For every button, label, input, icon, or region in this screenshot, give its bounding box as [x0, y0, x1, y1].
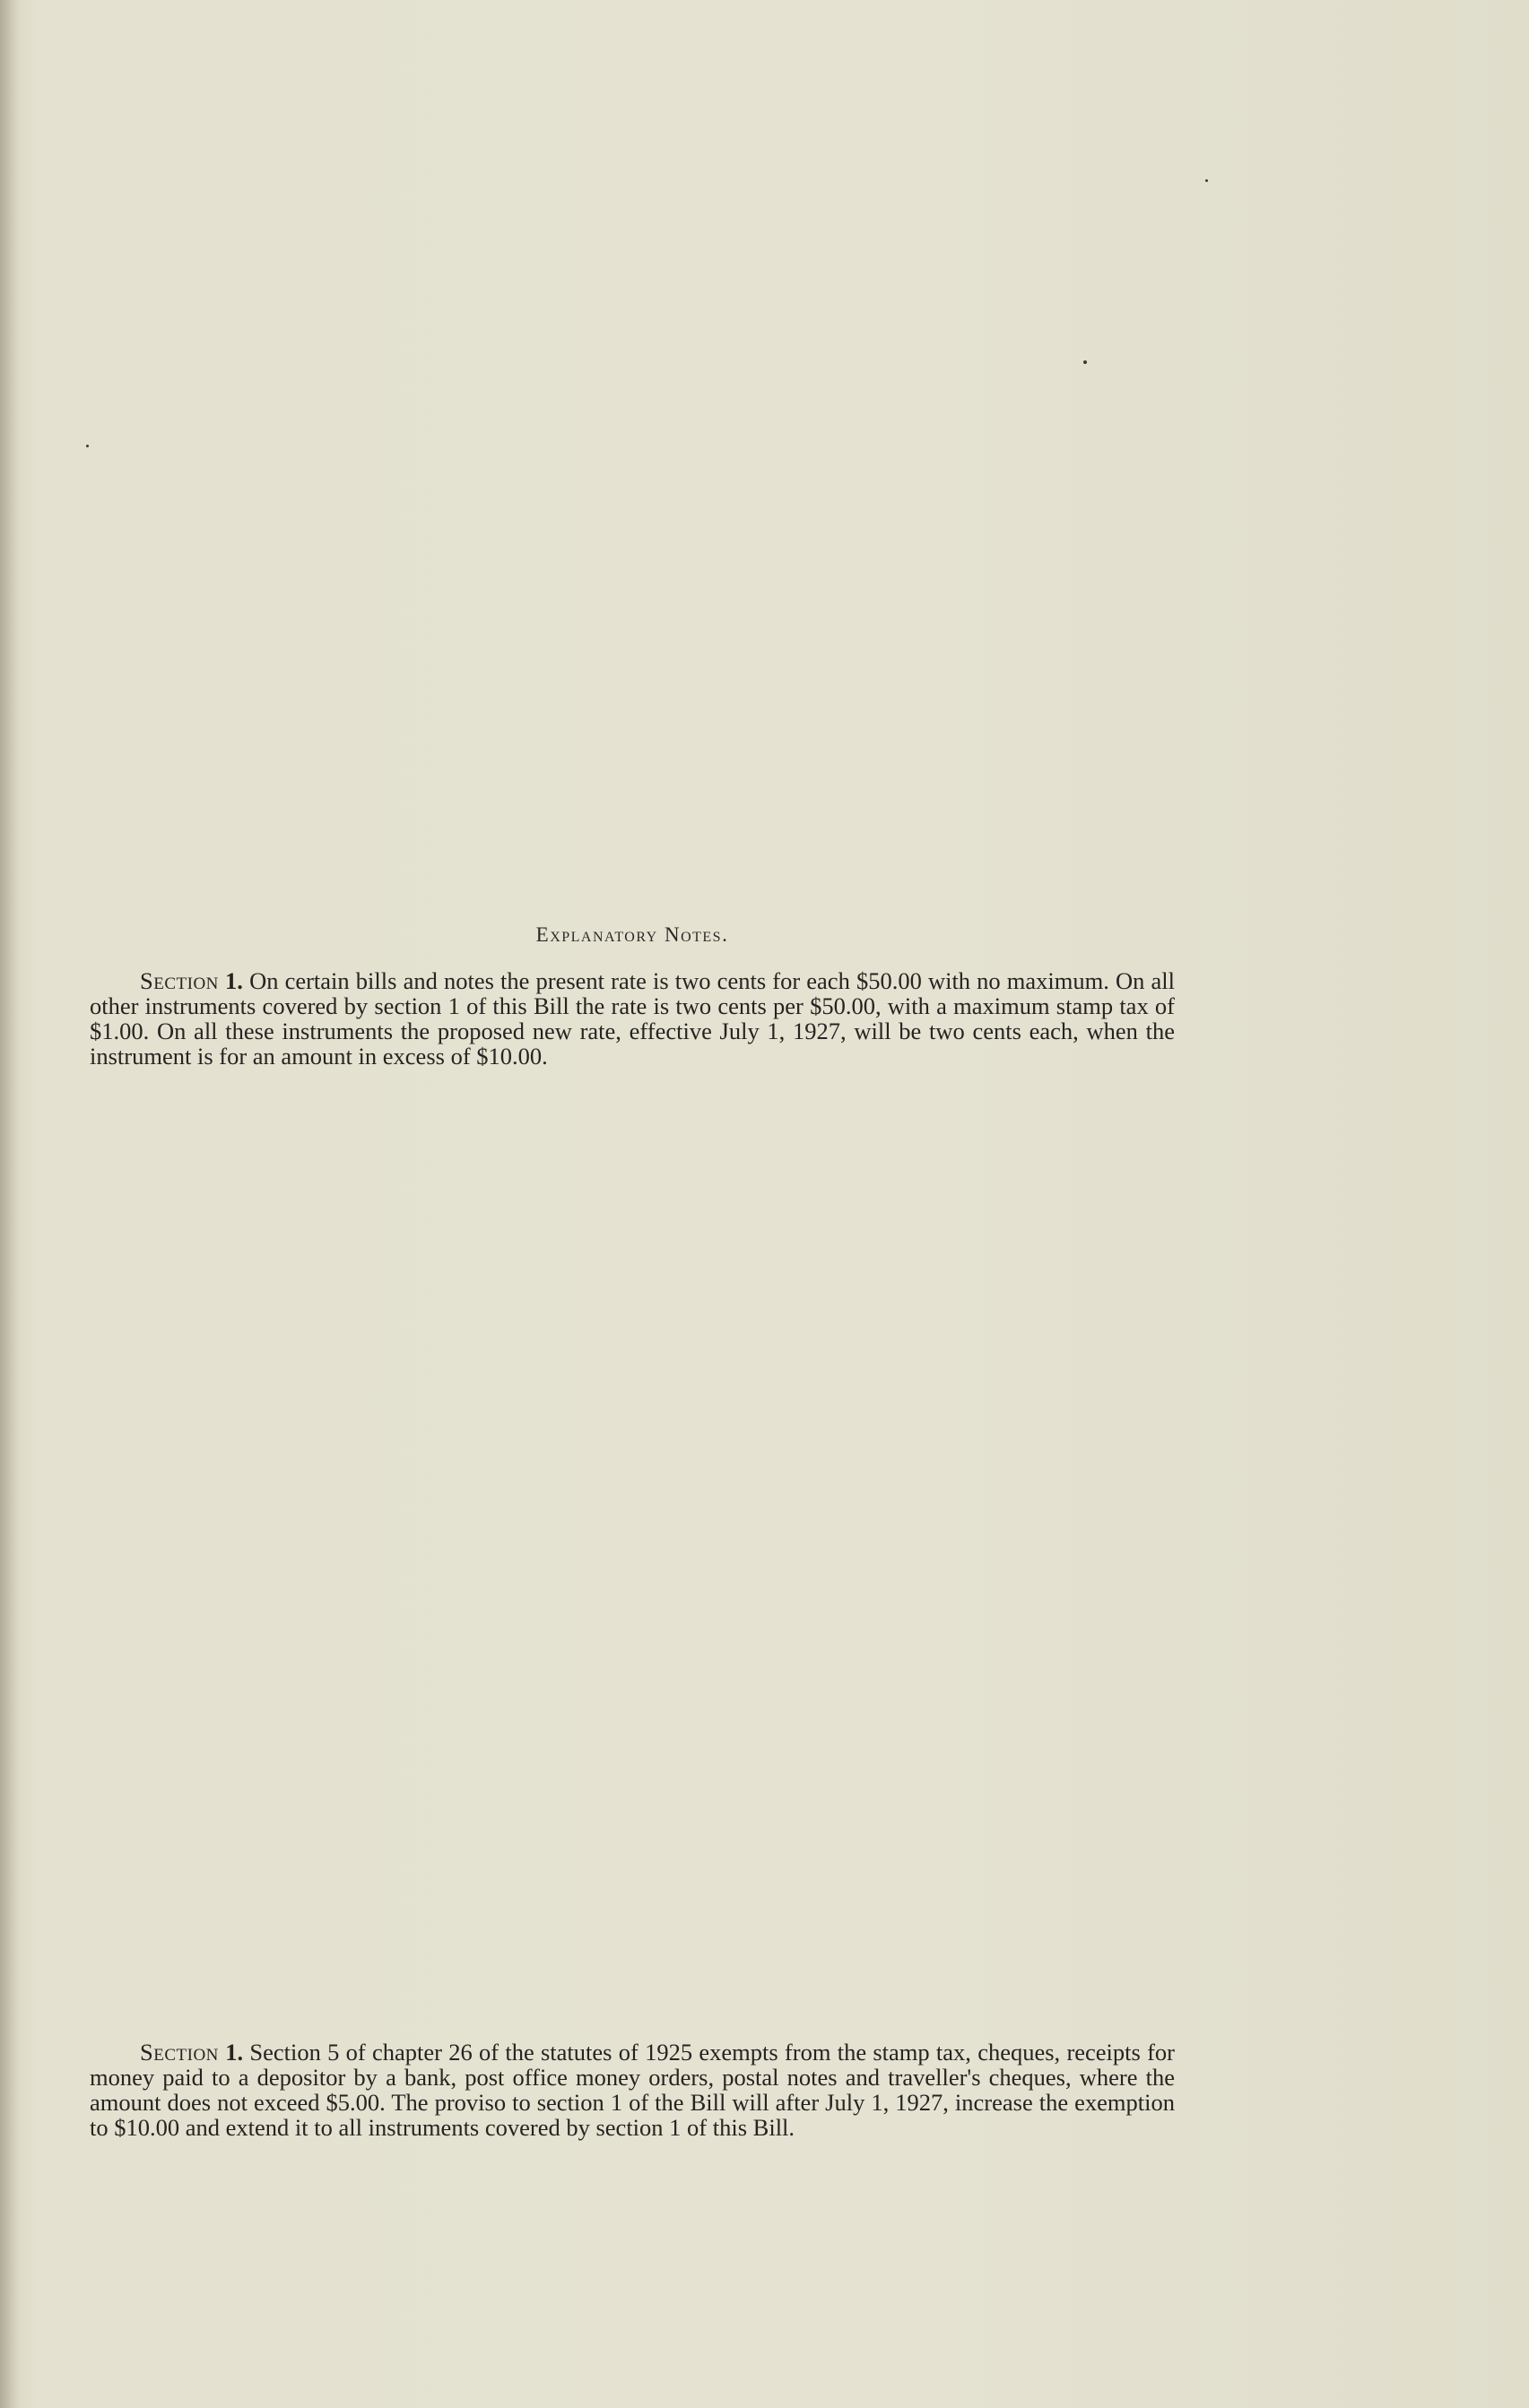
note-section-1 — [90, 968, 1175, 1069]
paper-speck — [1083, 360, 1087, 364]
note-section-1-exemption — [90, 2040, 1175, 2140]
paper-speck — [86, 445, 89, 447]
explanatory-notes-second — [90, 2040, 1175, 2219]
section-number: 1. — [225, 2039, 244, 2066]
paper-speck — [1205, 179, 1208, 182]
note-text: On certain bills and notes the present rate is two cents for each $50.00 with no maximum. On all other instruments covered by section 1 of this Bill the rate is two cents per $50.00, with a maximum stamp tax of $1.00. On all these instruments the proposed new rate, effective July 1, 1927, will be two cents each, when the instrument is for an amount in excess of $10.00. — [90, 967, 1176, 1070]
section-label: Section — [140, 2039, 219, 2066]
binding-shadow — [0, 0, 20, 2408]
note-text: Section 5 of chapter 26 of the statutes of 1925 exempts from the stamp tax, cheques, receipts for money paid to a depositor by a bank, post office money orders, postal notes and traveller's cheques, where the amount does not exceed $5.00. The proviso to section 1 of the Bill will after July 1, 1927, increase the exemption to $10.00 and extend it to all instruments covered by section 1 of this Bill. — [90, 2039, 1176, 2141]
notes-heading: Explanatory Notes. — [535, 923, 729, 946]
section-label: Section — [140, 967, 219, 994]
section-number: 1. — [225, 967, 243, 994]
explanatory-notes — [90, 923, 1175, 1121]
